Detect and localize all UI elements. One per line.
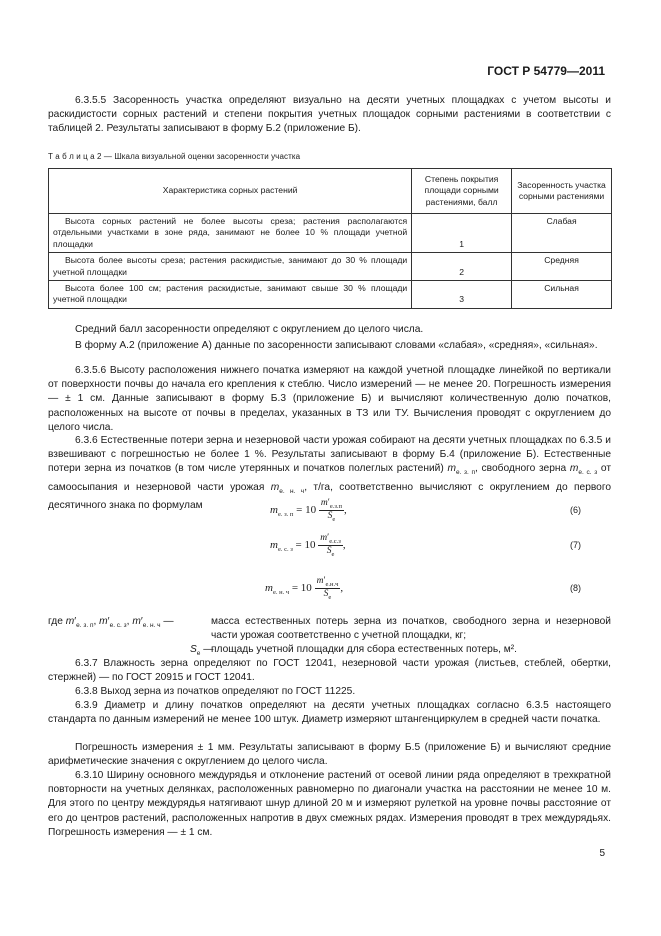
paragraph-6-3-6: 6.3.6 Естественные потери зерна и незерновой части урожая собирают на десяти учетных площадках по 6.3.5 и взвешивают с погрешностью не более 1 %. Результаты записывают в форму Б.4 (приложение Б). Естественные потери зерна из початков (в том числе утерянных и початков полеглых растений) $m_{е. з. п}$, свободного зерна $m_{е. с. з}$ от самоосыпания и незерновой части урожая $m_{е. н. ч}$, т/га, соответственно вычисляют с округлением до первого десятичного знака по формулам [48,435,611,511]
formula-number-8: (8) [570,583,581,593]
where-definition-mass: масса естественных потерь зерна из початков, свободного зерна и незерновой части урожая соответственно с учетной площадки, кг; [211,616,611,641]
row-score: 2 [412,253,512,281]
paragraph-measurement-error: Погрешность измерения ± 1 мм. Результаты записывают в форму Б.5 (приложение Б) и вычисляют средние арифметические значения с округлением до целого числа. [48,742,611,768]
formula-6: $m_{е. з. п} = 10$ $\frac{m'_{е.з.п}}{S_е}$ , [270,498,347,523]
where-symbol-area: $S_е$ — [190,644,214,658]
where-symbols: где $m'_{е. з. п}$, $m'_{е. с. з}$, $m'_{е. н. ч}$ — [48,616,174,630]
table-row [49,253,612,281]
row-score: 3 [412,281,512,309]
row-level: Слабая [512,214,612,253]
table-header-row [49,169,612,214]
header-score: Степень покрытия площади сорными растениями, балл [412,169,512,214]
row-level: Средняя [512,253,612,281]
formula-number-7: (7) [570,540,581,550]
standard-header: ГОСТ Р 54779—2011 [487,64,605,78]
paragraph-6-3-9: 6.3.9 Диаметр и длину початков определяют на десяти учетных площадках согласно 6.3.5 настоящего стандарта по данным измерений не менее 100 штук. Диаметр измеряют штангенциркулем в средней части початка. [48,700,611,726]
row-description: Высота сорных растений не более высоты среза; растения располагаются отдельными участками в зоне ряда, занимают не более 10 % площади учетной площадки [49,214,412,253]
where-definition-area: площадь учетной площадки для сбора естественных потерь, м². [211,644,518,655]
page-number: 5 [599,848,605,859]
header-level: Засоренность участка сорными растениями [512,169,612,214]
paragraph-6-3-10: 6.3.10 Ширину основного междурядья и отклонение растений от осевой линии ряда определяют в трехкратной повторности на учетных делянках, расположенных равномерно по диагонали участка на расстоянии не менее 10 м. Для этого по центру междурядья натягивают шнур длиной 20 м и измеряют рулеткой на уровне почвы расстояние от его до центров растений, расположенных напротив в двух смежных рядах. Измерения проводят в трех междурядьях. Погрешность измерения — ± 1 см. [48,770,611,838]
row-score: 1 [412,214,512,253]
paragraph-form-a2: В форму А.2 (приложение А) данные по засоренности записывают словами «слабая», «средняя», «сильная». [75,340,598,351]
formula-number-6: (6) [570,505,581,515]
paragraph-6-3-5-6: 6.3.5.6 Высоту расположения нижнего початка измеряют на каждой учетной площадке линейкой по вертикали от поверхности почвы до начала его крепления к стеблю. Число измерений — не менее 20. Погрешность измерения — ± 1 см. Данные записывают в форму Б.3 (приложение Б) и вычисляют количественную долю початков, расположенных на высоте от почвы в пределах, указанных в ТЗ или ТУ. Вычисления проводят с округлением до целого числа. [48,365,611,433]
row-description: Высота более высоты среза; растения раскидистые, занимают до 30 % площади учетной площадки [49,253,412,281]
paragraph-6-3-8: 6.3.8 Выход зерна из початков определяют по ГОСТ 11225. [75,686,356,697]
table-row [49,281,612,309]
paragraph-6-3-7: 6.3.7 Влажность зерна определяют по ГОСТ 12041, незерновой части урожая (листьев, стеблей, обертки, стержней) — по ГОСТ 20915 и ГОСТ 12041. [48,658,611,684]
row-description: Высота более 100 см; растения раскидистые, занимают свыше 30 % площади учетной площадки [49,281,412,309]
header-characteristic: Характеристика сорных растений [49,169,412,214]
paragraph-average-score: Средний балл засоренности определяют с округлением до целого числа. [75,324,424,335]
formula-8: $m_{е. н. ч} = 10$ $\frac{m'_{е.н.ч}}{S_е}$ , [265,576,344,601]
paragraph-6-3-5-5: 6.3.5.5 Засоренность участка определяют визуально на десяти учетных площадках с учетом высоты и раскидистости сорных растений и степени покрытия учетных площадок сорными растениями в соответствии с таблицей 2. Результаты записывают в форму Б.2 (приложение Б). [48,95,611,135]
table-caption: Т а б л и ц а 2 — Шкала визуальной оценки засоренности участка [48,152,301,161]
weed-scale-table [48,168,612,309]
row-level: Сильная [512,281,612,309]
table-row [49,214,612,253]
formula-7: $m_{е. с. з} = 10$ $\frac{m'_{е.с.з}}{S_е}$ , [270,533,346,558]
